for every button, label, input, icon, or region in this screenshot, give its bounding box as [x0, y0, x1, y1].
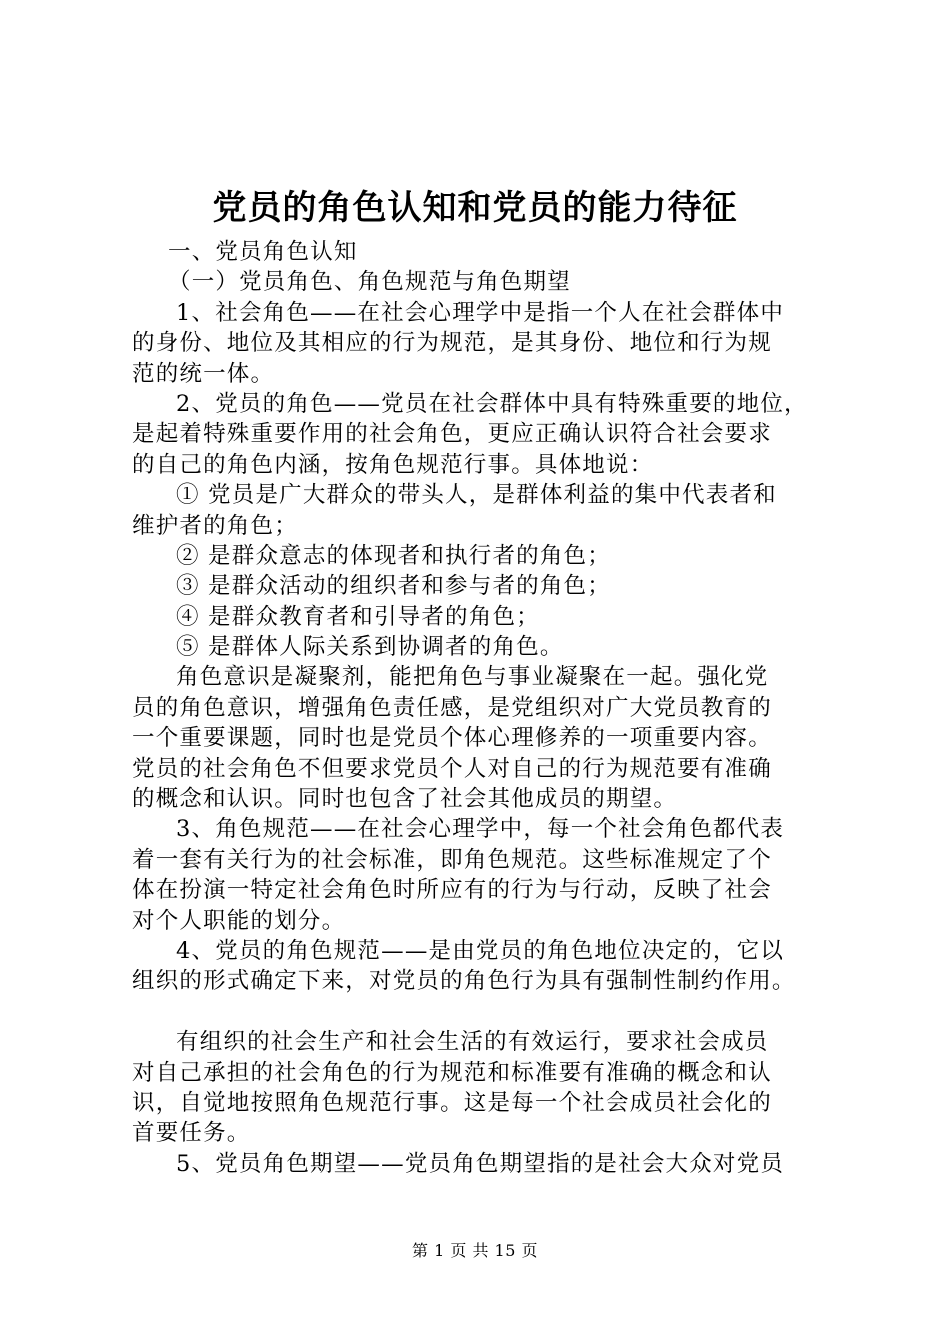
paragraph-line: 首要任务。 — [132, 1120, 251, 1147]
paragraph-line: 有组织的社会生产和社会生活的有效运行，要求社会成员 — [176, 1029, 769, 1056]
paragraph-line: 3、角色规范——在社会心理学中，每一个社会角色都代表 — [176, 816, 785, 843]
paragraph-line: 员的角色意识，增强角色责任感，是党组织对广大党员教育的 — [132, 694, 772, 721]
paragraph-line: 角色意识是凝聚剂，能把角色与事业凝聚在一起。强化党 — [176, 664, 769, 691]
paragraph-line: 是起着特殊重要作用的社会角色，更应正确认识符合社会要求 — [132, 421, 772, 448]
section-heading: 一、党员角色认知 — [168, 239, 358, 265]
paragraph-gap — [132, 997, 852, 1027]
subsection-heading: （一）党员角色、角色规范与角色期望 — [168, 269, 571, 296]
list-item: ③ 是群众活动的组织者和参与者的角色； — [176, 573, 611, 600]
paragraph-line: 党员的社会角色不但要求党员个人对自己的行为规范要有准确 — [132, 755, 772, 782]
paragraph-line: 对个人职能的划分。 — [132, 907, 346, 934]
list-item: ① 党员是广大群众的带头人，是群体利益的集中代表者和 — [176, 482, 777, 509]
paragraph-line: 5、党员角色期望——党员角色期望指的是社会大众对党员 — [176, 1150, 785, 1177]
list-item-continuation: 维护者的角色； — [132, 512, 298, 539]
page-footer: 第 1 页 共 15 页 — [412, 1241, 538, 1260]
paragraph-line: 的身份、地位及其相应的行为规范，是其身份、地位和行为规 — [132, 330, 772, 357]
paragraph-line: 2、党员的角色——党员在社会群体中具有特殊重要的地位， — [176, 390, 808, 417]
paragraph-line: 一个重要课题，同时也是党员个体心理修养的一项重要内容。 — [132, 725, 772, 752]
paragraph-line: 对自己承担的社会角色的行为规范和标准要有准确的概念和认 — [132, 1059, 772, 1086]
list-item: ④ 是群众教育者和引导者的角色； — [176, 603, 540, 630]
document-body — [132, 237, 852, 1179]
paragraph-line: 的概念和认识。同时也包含了社会其他成员的期望。 — [132, 786, 678, 813]
paragraph-line: 组织的形式确定下来，对党员的角色行为具有强制性制约作用。 — [132, 968, 796, 995]
paragraph-line: 识，自觉地按照角色规范行事。这是每一个社会成员社会化的 — [132, 1089, 772, 1116]
paragraph-line: 范的统一体。 — [132, 360, 275, 387]
paragraph-line: 着一套有关行为的社会标准，即角色规范。这些标准规定了个 — [132, 846, 772, 873]
paragraph-line: 的自己的角色内涵，按角色规范行事。具体地说： — [132, 451, 654, 478]
document-title: 党员的角色认知和党员的能力待征 — [212, 188, 738, 228]
paragraph-line: 4、党员的角色规范——是由党员的角色地位决定的，它以 — [176, 937, 785, 964]
list-item: ② 是群众意志的体现者和执行者的角色； — [176, 542, 611, 569]
list-item: ⑤ 是群体人际关系到协调者的角色。 — [176, 634, 564, 661]
paragraph-line: 体在扮演一特定社会角色时所应有的行为与行动，反映了社会 — [132, 877, 772, 904]
paragraph-line: 1、社会角色——在社会心理学中是指一个人在社会群体中 — [176, 299, 785, 326]
